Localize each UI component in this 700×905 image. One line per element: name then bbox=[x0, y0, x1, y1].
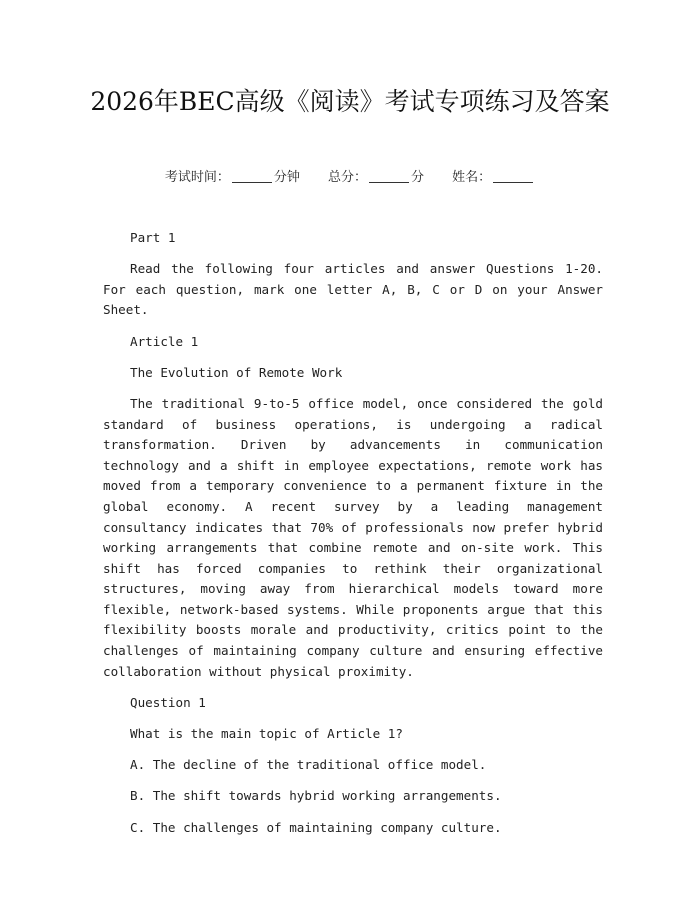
exam-time-unit: 分钟 bbox=[273, 170, 300, 185]
exam-time-label: 考试时间： bbox=[164, 170, 230, 185]
answer-option-a: A. The decline of the traditional office model. bbox=[130, 757, 487, 773]
name-field bbox=[452, 168, 535, 188]
total-score-field bbox=[328, 168, 424, 188]
instructions-paragraph: Read the following four articles and answer Questions 1-20. For each question, mark one letter A, B, C or D on your Answer Sheet. bbox=[103, 261, 603, 318]
exam-time-blank bbox=[232, 168, 272, 183]
article-body-paragraph: The traditional 9-to-5 office model, once considered the gold standard of business operations, is undergoing a radical transformation. Driven by advancements in communication technology and a shift in employee expectations, remote work has moved from a temporary convenience to a permanent fixture in the global economy. A recent survey by a leading management consultancy indicates that 70% of professionals now prefer hybrid working arrangements that combine remote and on-site work. This shift has forced companies to rethink their organizational structures, moving away from hierarchical models toward more flexible, network-based systems. While proponents argue that this flexibility boosts morale and productivity, critics point to the challenges of maintaining company culture and ensuring effective collaboration without physical proximity. bbox=[103, 395, 603, 679]
answer-option-c: C. The challenges of maintaining company culture. bbox=[130, 819, 502, 835]
part-heading: Part 1 bbox=[130, 230, 176, 245]
name-blank bbox=[493, 168, 533, 183]
question-text: What is the main topic of Article 1? bbox=[130, 726, 403, 742]
total-score-blank bbox=[369, 168, 409, 183]
total-score-unit: 分 bbox=[411, 170, 425, 185]
name-label: 姓名： bbox=[452, 170, 492, 185]
exam-time-field bbox=[165, 168, 300, 188]
article-heading: Article 1 bbox=[130, 333, 199, 349]
total-score-label: 总分： bbox=[327, 170, 367, 185]
answer-option-b: B. The shift towards hybrid working arrangements. bbox=[130, 788, 502, 804]
document-body bbox=[103, 228, 603, 849]
question-heading: Question 1 bbox=[130, 694, 206, 710]
document-title: 2026年BEC高级《阅读》考试专项练习及答案 bbox=[90, 87, 610, 116]
article-title: The Evolution of Remote Work bbox=[130, 364, 343, 380]
exam-info-line bbox=[0, 168, 700, 188]
